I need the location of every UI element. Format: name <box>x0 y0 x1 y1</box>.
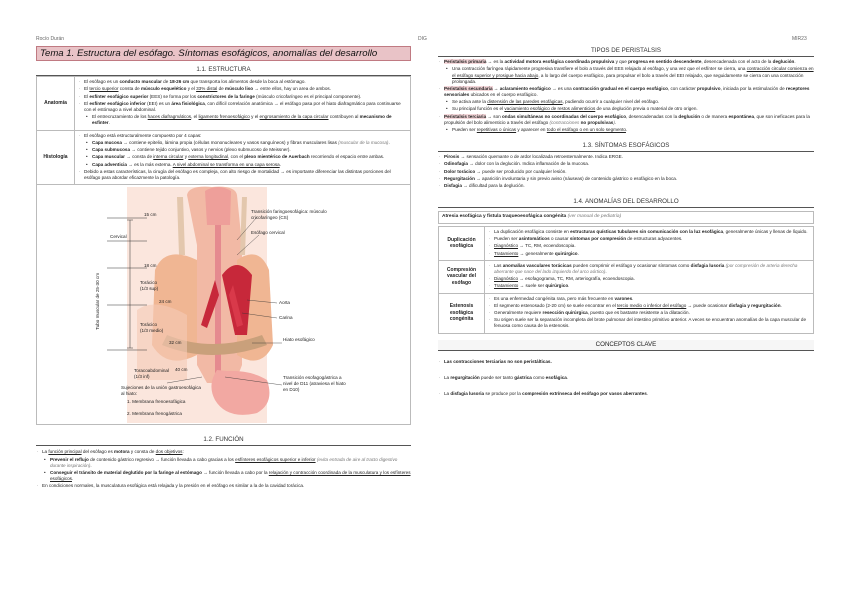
list-item: · En condiciones normales, la musculatura esofágica está relajada y la presión en el esófago es similar a la de la cavidad torácica. <box>36 483 411 489</box>
anomalia-content <box>485 260 814 293</box>
right-column <box>438 46 814 397</box>
estructura-table <box>36 76 411 185</box>
figure-label: Transición faringoesofágica: músculo cricofaríngeo (CS) <box>251 209 327 220</box>
figure-label: Torácico <box>140 322 158 328</box>
concept-item: · La disfagia lusoria se produce por la compresión extrínseca del esófago por vasos aberrantes. <box>438 391 814 397</box>
anomalia-label: Duplicación esofágica <box>439 226 485 260</box>
list-item: · Disfagia → dificultad para la deglución. <box>438 183 814 189</box>
code-label: MIR23 <box>792 36 807 42</box>
list-item: · Es una enfermedad congénita rara, pero más frecuente en varones. <box>488 296 810 302</box>
anatomia-content <box>75 77 411 130</box>
list-item: · El esfínter esofágico superior (EES) se forma por los constrictores de la faringe (músculo cricofaríngeo es el principal componente). <box>78 94 407 100</box>
figure-label: (1/3 sup) <box>140 286 159 292</box>
list-item: · La función principal del esófago es motora y consta de dos objetivos: <box>36 449 411 455</box>
conceptos-clave-heading: CONCEPTOS CLAVE <box>438 340 814 351</box>
figure-label: Hiato esofágico <box>283 337 315 343</box>
list-item: · Peristalsis secundaria → aclaramiento esofágico → es una contracción gradual en el cuerpo esofágico, con carácter propulsivo, iniciada por la estimulación de receptores sensoriales ubicados en el cuerpo esofágico. <box>438 86 814 98</box>
figure-label: (1/3 inf) <box>134 374 150 380</box>
list-item: • Capa mucosa → contiene epitelio, lámina propia (células mononucleares y vasos sanguíneos) y fibras musculares lisas (muscular de la mucosa). <box>78 140 407 146</box>
figure-label: Transición esofagogástrica a nivel de D11 (atraviesa el hiato en D10) <box>283 375 346 392</box>
section-sintomas-heading: 1.3. SÍNTOMAS ESOFÁGICOS <box>438 141 814 152</box>
list-item: • Se activa ante la distensión de las paredes esofágicas, pudiendo ocurrir a cualquier nivel del esófago. <box>438 99 814 105</box>
list-item: • El entrecruzamiento de los haces diafragmáticos, el ligamento frenoesofágico y el engrosamiento de la capa circular contribuyen al mecanismo de esfínter. <box>78 114 407 126</box>
author-label: Rocío Durán <box>36 36 65 42</box>
figure-label: 24 cm <box>159 299 172 305</box>
list-item: · El esfínter esofágico inferior (EEI) es un área fisiológica, con difícil correlación anatómica → el esófago pasa por el hiato diafragmático para continuarse con el estómago a nivel abdominal. <box>78 101 407 113</box>
atresia-note: (ver manual de pediatría) <box>567 214 622 220</box>
list-item: • Conseguir el tránsito de material deglutido por la faringe al estómago → función llevada a cabo por la relajación y contracción coordinada de la musculatura y los esfínteres esofágicos. <box>36 470 411 482</box>
anomalia-label: Compresión vascular del esófago <box>439 260 485 293</box>
figure-label: Cervical <box>110 234 127 240</box>
anomalia-content <box>485 226 814 260</box>
anomalias-table <box>438 226 814 334</box>
list-item: • Capa adventicia → es la más externa. A nivel abdominal se transforma en una capa serosa. <box>78 162 407 168</box>
list-item: • Su principal función es el vaciamiento esofágico de restos alimenticios de una deglución previa o material de otro origen. <box>438 106 814 112</box>
anomalia-content <box>485 293 814 333</box>
list-item: · La duplicación esofágica consiste en estructuras quísticas tubulares sin comunicación con la luz esofágica, generalmente únicas y llenas de líquido. <box>488 229 810 235</box>
list-item: · Su origen suele ser la separación incompleta del brote pulmonar del intestino primitivo anterior. A veces se encuentran anomalías de la capa muscular de fenuosa como causa de la estenosis. <box>488 317 810 329</box>
figure-label: Toracoabdominal <box>134 368 169 374</box>
esophagus-anatomy-figure <box>36 185 411 425</box>
section-anomalias-heading: 1.4. ANOMALÍAS DEL DESARROLLO <box>438 197 814 208</box>
list-item: · Regurgitación → aparición involuntaria y sin previo aviso (náuseas) de contenido gástrico o esofágico en la boca. <box>438 176 814 182</box>
figure-label: 40 cm <box>175 367 188 373</box>
list-item: • Pueden ser repetitivas o únicas y aparecer en todo el esófago o en un solo segmento. <box>438 127 814 133</box>
list-item: · Peristalsis terciaria → son ondas simultáneas no coordinadas del cuerpo esofágico, desencadenadas con la deglución o de manera espontánea, que son ineficaces para la propulsión del bolo alimenticio a través del esófago (contracciones no propulsivas). <box>438 114 814 126</box>
figure-label: (1/3 medio) <box>140 328 164 334</box>
histologia-content <box>75 130 411 185</box>
list-item: · Generalmente requiere resección quirúrgica, puesto que es bastante resistente a la dilatación. <box>488 310 810 316</box>
page-title: Tema 1. Estructura del esófago. Síntomas esofágicos, anomalías del desarrollo <box>36 46 411 61</box>
list-item: • Capa submucosa → contiene tejido conjuntivo, vasos y nervios (plexo submucoso de Meissner). <box>78 147 407 153</box>
figure-label: 15 cm <box>144 212 157 218</box>
concept-item: · Las contracciones terciarias no son peristálticas. <box>438 359 814 365</box>
anomalia-label: Estenosis esofágica congénita <box>439 293 485 333</box>
funcion-list <box>36 449 411 489</box>
figure-label: 32 cm <box>169 340 182 346</box>
figure-label: Carina <box>279 315 293 321</box>
list-item: • Capa muscular → consta de interna circular y externa longitudinal, con el plexo mientérico de Auerbach recorriendo el espacio entre ambas. <box>78 154 407 160</box>
list-item: • Una contracción faríngea rápidamente progresiva transfiere el bolo a través del EES relajado al esófago, y una vez que el esfínter se cierra, una contracción circular comienza en el esófago superior y prosigue hacia abajo, a lo largo del cuerpo esofágico, para propulsar el bolo a través del EEI relajado, que seguidamente se cierra con una contracción prolongada. <box>438 66 814 84</box>
figure-label: 1. Membrana frenoesofágica <box>127 399 186 405</box>
list-item: • Prevenir el reflujo de contenido gástrico regresivo → función llevada a cabo gracias a los esfínteres esofágicos superior e inferior (evita entrada de aire al tracto digestivo durante inspiración). <box>36 457 411 469</box>
figure-label: Aorta <box>279 300 290 306</box>
list-item: · Peristalsis primaria → es la actividad motora esofágica coordinada propulsiva y que progresa en sentido descendente, desencadenada con el acto de la deglución. <box>438 59 814 65</box>
list-item: · El esófago está estructuralmente compuesto por 4 capas: <box>78 133 407 139</box>
histologia-label: Histología <box>37 130 75 185</box>
list-item: · Pirosis → sensación quemante o de ardor localizada retroesternalmente. Indica ERGE. <box>438 154 814 160</box>
list-item: · Diagnóstico → TC, RM, ecoendoscopia. <box>488 243 810 249</box>
list-item: · Diagnóstico → esofagograma, TC, RM, arteriografía, ecoendoscopia. <box>488 276 810 282</box>
esophagus-illustration <box>37 185 412 425</box>
concept-item: · La regurgitación puede ser tanto gástrica como esofágica. <box>438 375 814 381</box>
list-item: · Tratamiento → suele ser quirúrgico. <box>488 283 810 289</box>
figure-label: Sujeciones de la unión gastroesofágica al hiato: <box>121 385 201 396</box>
figure-label: Esófago cervical <box>251 230 285 236</box>
list-item: · El esófago es un conducto muscular de 18-26 cm que transporta los alimentos desde la boca al estómago. <box>78 79 407 85</box>
list-item: · Odinofagia → dolor con la deglución. Indica inflamación de la mucosa. <box>438 161 814 167</box>
subject-label: DIG <box>418 36 427 42</box>
section-peristalsis-heading: TIPOS DE PERISTALSIS <box>438 46 814 57</box>
list-item: · El tercio superior consta de músculo esquelético y el 33% distal de músculo liso → entre ellos, hay un area de ambos. <box>78 86 407 92</box>
list-item: · Dolor torácico → puede ser producido por cualquier lesión. <box>438 169 814 175</box>
atresia-title: Atresia esofágica y fístula traqueoesofágica congénita <box>442 214 567 220</box>
atresia-row <box>438 211 814 223</box>
list-item: · Debido a estas características, la cirugía del esófago es compleja, con alto riesgo de mortalidad → es importante diferenciar las distintas porciones del esófago para abordar eficazmente la patología. <box>78 169 407 181</box>
list-item: · El segmento estenosado (2-20 cm) se suele encontrar en el tercio medio o inferior del esófago → puede ocasionar disfagia y regurgitación. <box>488 303 810 309</box>
peristalsis-list <box>438 59 814 133</box>
section-funcion-heading: 1.2. FUNCIÓN <box>36 435 411 446</box>
section-estructura-heading: 1.1. ESTRUCTURA <box>36 65 411 76</box>
figure-label-vertical: Tubo muscular de 25-30 cm <box>95 273 100 331</box>
figure-label: 18 cm <box>144 263 157 269</box>
list-item: · Las anomalías vasculares torácicas pueden comprimir el esófago y ocasionar síntomas como disfagia lusoria (por compresión de arteria derecha aberrante que nace del lado izquierdo del arco aórtico). <box>488 263 810 275</box>
anatomia-label: Anatomía <box>37 77 75 130</box>
left-column <box>36 46 411 490</box>
figure-label: Torácico <box>140 280 158 286</box>
list-item: · Pueden ser asintomáticos o causar síntomas por compresión de estructuras adyacentes. <box>488 236 810 242</box>
figure-label: 2. Membrana frenogástrica <box>127 411 182 417</box>
list-item: · Tratamiento → generalmente quirúrgico. <box>488 251 810 257</box>
sintomas-list <box>438 154 814 189</box>
